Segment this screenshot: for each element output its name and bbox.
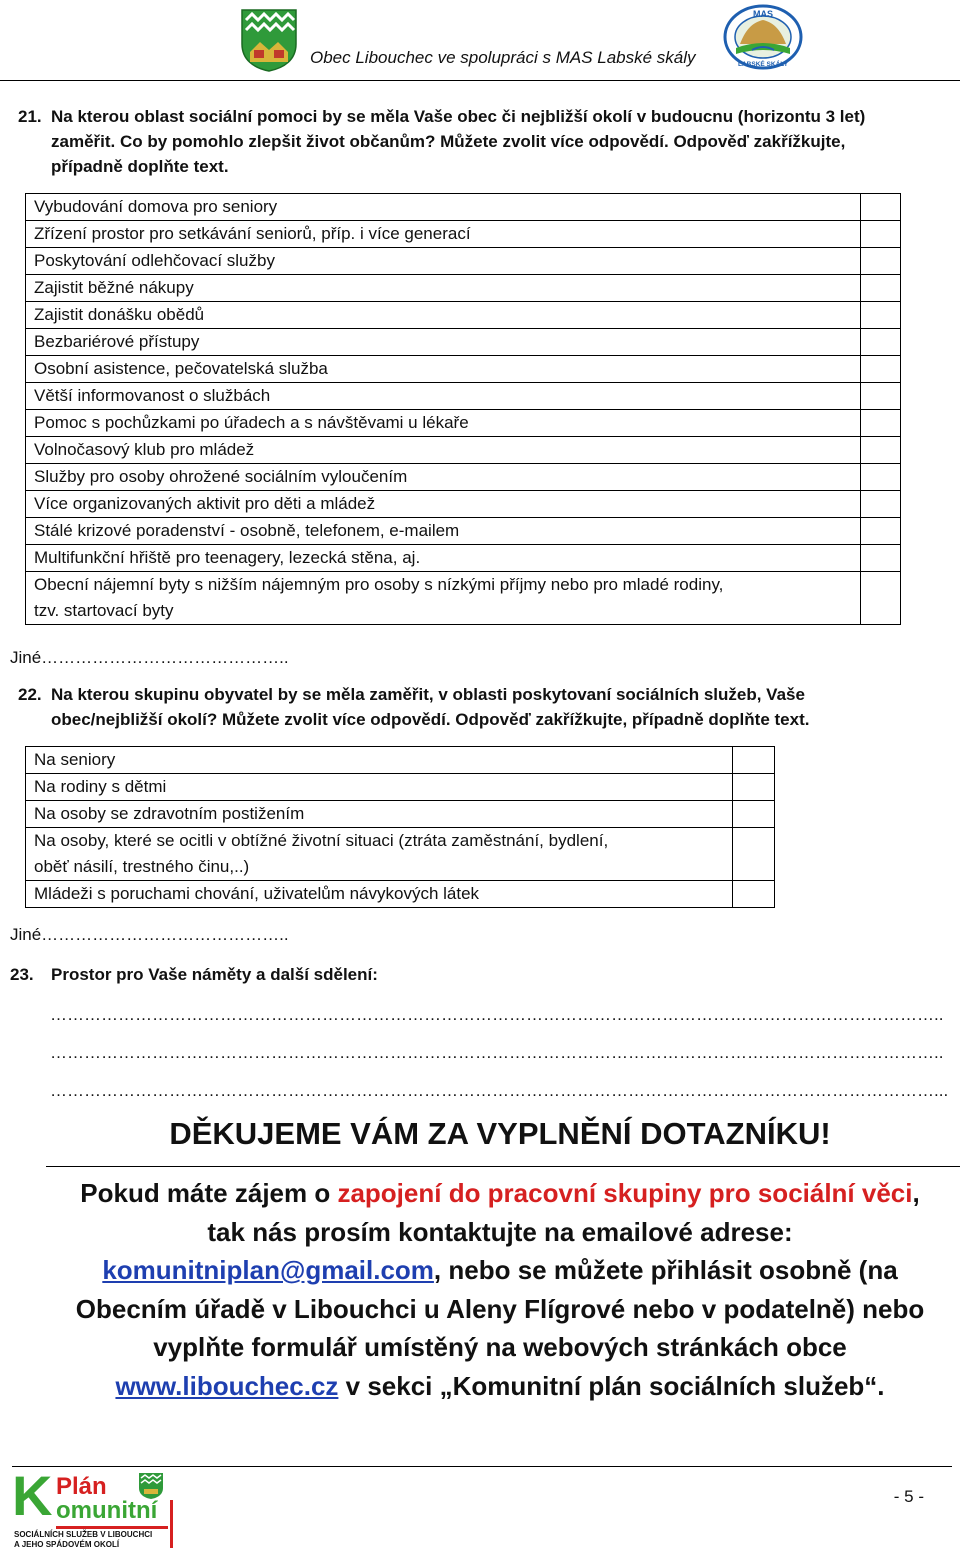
q22-options-table [25,746,775,908]
table-row [26,828,775,881]
option-checkbox[interactable] [861,545,901,572]
page-number: - 5 - [893,1487,924,1506]
option-checkbox[interactable] [733,747,775,774]
q21-options-table [25,193,901,625]
logo-omunitni-text: omunitní [56,1497,158,1524]
option-label: Zajistit běžné nákupy [26,275,861,302]
answer-line[interactable]: …………………………………………………………………………………………………………………………………………... [50,1081,949,1100]
option-label: Pomoc s pochůzkami po úřadech a s návštěvami u lékaře [26,410,861,437]
question-text-line: Na kterou skupinu obyvatel by se měla zaměřit, v oblasti poskytovaní sociálních služeb, Vaše [51,685,805,704]
question-number: 23. [10,965,34,984]
table-row [26,491,901,518]
working-group-highlight: zapojení do pracovní skupiny pro sociální věci [337,1178,913,1208]
option-label-line: Obecní nájemní byty s nižším nájemným pro osoby s nízkými příjmy nebo pro mladé rodiny, [34,575,724,594]
k-letter: K [12,1464,53,1527]
option-checkbox[interactable] [861,518,901,545]
footer-divider [12,1466,952,1467]
thanks-divider [46,1166,960,1167]
question-text: Prostor pro Vaše náměty a další sdělení: [51,965,378,984]
email-link[interactable]: komunitniplan@gmail.com [102,1255,434,1285]
komunitni-plan-logo [12,1464,172,1549]
table-row [26,302,901,329]
q22-other-field[interactable]: Jiné…………………………………….. [10,925,289,944]
option-checkbox[interactable] [733,801,775,828]
contact-text: Pokud máte zájem o [80,1178,338,1208]
option-label-line: tzv. startovací byty [34,601,174,620]
option-label: Bezbariérové přístupy [26,329,861,356]
question-number: 21. [18,107,42,126]
question-text-line: případně doplňte text. [51,157,229,176]
contact-line: Obecním úřadě v Libouchci u Aleny Flígrové nebo v podatelně) nebo [75,1293,925,1324]
option-checkbox[interactable] [861,464,901,491]
option-checkbox[interactable] [861,491,901,518]
question-number: 22. [18,685,42,704]
option-checkbox[interactable] [861,410,901,437]
option-checkbox[interactable] [861,275,901,302]
option-label: Vybudování domova pro seniory [26,194,861,221]
option-label: Na rodiny s dětmi [26,774,733,801]
logo-vertical-bar [170,1500,173,1548]
question-23 [10,962,940,987]
contact-paragraph [40,1174,960,1405]
mas-logo [722,4,804,70]
table-row [26,329,901,356]
table-row [26,437,901,464]
contact-line [40,1251,960,1290]
contact-text: , nebo se můžete přihlásit osobně (na [433,1255,898,1285]
logo-subtitle-2: A JEHO SPÁDOVÉM OKOLÍ [14,1540,120,1549]
option-label: Více organizovaných aktivit pro děti a mládež [26,491,861,518]
option-checkbox[interactable] [861,437,901,464]
contact-text: v sekci „Komunitní plán sociálních služeb“. [338,1370,885,1401]
contact-line [40,1367,960,1406]
option-checkbox[interactable] [861,356,901,383]
table-row [26,356,901,383]
answer-line[interactable]: ………………………………………………………………………………………………………………………………………….. [50,1043,944,1062]
option-checkbox[interactable] [861,302,901,329]
question-22 [18,682,948,732]
table-row [26,221,901,248]
header-divider [0,80,960,81]
option-label: Služby pro osoby ohrožené sociálním vyloučením [26,464,861,491]
mas-logo-bottom-text: LABSKÉ SKÁLY [738,61,788,68]
municipal-coat-of-arms [240,8,298,72]
option-label: Mládeži s poruchami chování, uživatelům návykových látek [26,881,733,908]
option-label: Zřízení prostor pro setkávání seniorů, příp. i více generací [26,221,861,248]
option-checkbox[interactable] [733,828,775,881]
option-label: Větší informovanost o službách [26,383,861,410]
logo-plan-text: Plán [56,1473,107,1500]
mas-logo-top-text: MAS [753,9,773,19]
table-row [26,881,775,908]
question-text-line: zaměřit. Co by pomohlo zlepšit život občanům? Můžete zvolit více odpovědí. Odpověď zakřížkujte, [51,132,846,151]
option-checkbox[interactable] [861,329,901,356]
header-title: Obec Libouchec ve spolupráci s MAS Labské skály [310,48,696,67]
logo-subtitle-1: SOCIÁLNÍCH SLUŽEB V LIBOUCHCI [14,1530,153,1539]
option-label: Multifunkční hřiště pro teenagery, lezecká stěna, aj. [26,545,861,572]
q21-other-field[interactable]: Jiné…………………………………….. [10,648,289,667]
table-row [26,801,775,828]
option-label: Na osoby se zdravotním postižením [26,801,733,828]
option-checkbox[interactable] [861,248,901,275]
table-row [26,572,901,625]
answer-line[interactable]: ………………………………………………………………………………………………………………………………………….. [50,1005,944,1024]
table-row [26,464,901,491]
option-label-line: Na osoby, které se ocitli v obtížné životní situaci (ztráta zaměstnání, bydlení, [34,831,609,850]
table-row [26,747,775,774]
option-checkbox[interactable] [861,194,901,221]
option-label: Osobní asistence, pečovatelská služba [26,356,861,383]
option-checkbox[interactable] [733,774,775,801]
table-row [26,518,901,545]
table-row [26,248,901,275]
option-label-multiline [26,572,861,625]
logo-underline [56,1526,168,1529]
table-row [26,545,901,572]
option-checkbox[interactable] [861,383,901,410]
option-label: Poskytování odlehčovací služby [26,248,861,275]
q23-answer-area[interactable] [50,1000,952,1114]
website-link[interactable]: www.libouchec.cz [115,1370,339,1401]
option-label: Volnočasový klub pro mládež [26,437,861,464]
table-row [26,774,775,801]
option-label: Stálé krizové poradenství - osobně, telefonem, e-mailem [26,518,861,545]
table-row [26,194,901,221]
contact-line: tak nás prosím kontaktujte na emailové adrese: [207,1216,793,1247]
option-label-multiline [26,828,733,881]
option-label: Na seniory [26,747,733,774]
table-row [26,383,901,410]
contact-text: , [912,1178,920,1208]
question-text-line: obec/nejbližší okolí? Můžete zvolit více odpovědí. Odpověď zakřížkujte, případně doplňte text. [51,710,810,729]
question-text-line: Na kterou oblast sociální pomoci by se měla Vaše obec či nejbližší okolí v budoucnu (horizontu 3 let) [51,107,866,126]
table-row [26,275,901,302]
option-label-line: oběť násilí, trestného činu,..) [34,857,250,876]
table-row [26,410,901,437]
option-label: Zajistit donášku obědů [26,302,861,329]
option-checkbox[interactable] [861,221,901,248]
option-checkbox[interactable] [861,572,901,625]
contact-line [40,1174,960,1213]
question-21 [18,104,948,179]
logo-mini-emblem [138,1472,164,1500]
option-checkbox[interactable] [733,881,775,908]
contact-line: vyplňte formulář umístěný na webových stránkách obce [153,1332,847,1362]
thanks-heading: DĚKUJEME VÁM ZA VYPLNĚNÍ DOTAZNÍKU! [169,1116,831,1151]
